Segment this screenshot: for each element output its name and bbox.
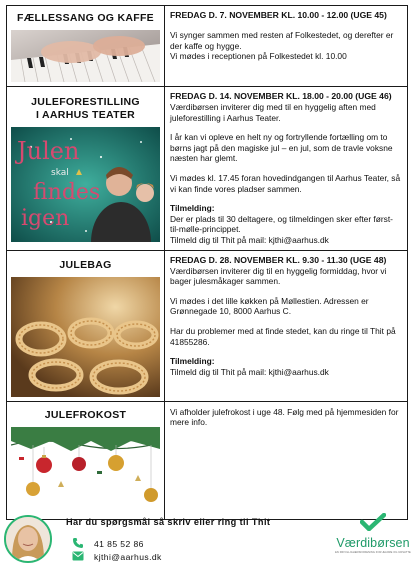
event-description (170, 102, 401, 246)
vaerdiborsen-logo (331, 513, 415, 554)
event-title (11, 96, 160, 122)
event-paragraph: Vi mødes i receptionen på Folkestedet kl. 10.00 (170, 51, 347, 62)
event-row-juleforestilling (7, 87, 408, 251)
theatre-poster-image (11, 127, 160, 242)
checkmark-icon (360, 513, 386, 531)
event-title: FÆLLESSANG OG KAFFE (17, 12, 154, 24)
event-date: FREDAG D. 7. NOVEMBER KL. 10.00 - 12.00 (UGE 45) (170, 10, 387, 20)
event-right-julebag (165, 250, 408, 401)
event-paragraph: Vi afholder julefrokost i uge 48. Følg med på hjemmesiden for mere info. (170, 406, 399, 428)
contact-email[interactable]: kjthi@aarhus.dk (94, 552, 162, 562)
event-paragraph: Der er plads til 30 deltagere, og tilmeldingen sker efter først-til-mølle-princippet. (170, 213, 393, 235)
event-paragraph: Værdibørsen inviterer dig med til en hyggelig aften med juleforestilling i Aarhus Teater. (170, 102, 376, 123)
footer (0, 505, 419, 566)
event-date: FREDAG D. 14. NOVEMBER KL. 18.00 - 20.00 (UGE 46) (170, 91, 392, 101)
event-title: JULEFROKOST (44, 408, 127, 421)
contact-phone[interactable]: 41 85 52 86 (94, 539, 144, 549)
event-paragraph: Vi mødes i det lille køkken på Møllestien. Adressen er Grønnegade 10, 8000 Aarhus C. (170, 295, 369, 317)
poster-word: findes (33, 180, 101, 205)
signup-label: Tilmelding: (170, 356, 215, 367)
logo-brand: Værdibørsen (336, 536, 410, 550)
event-paragraph: Tilmeld dig til Thit på mail: kjthi@aarhus.dk (170, 366, 329, 377)
piano-hands-image (11, 30, 160, 82)
avatar (4, 515, 52, 563)
contact-phone-row (72, 537, 144, 551)
contact-email-row (72, 551, 162, 563)
event-paragraph: Har du problemer med at finde stedet, kan du ringe til Thit på 41855286. (170, 325, 396, 347)
event-right-juleforestilling (165, 87, 408, 251)
event-row-julebag (7, 250, 408, 401)
event-right-faellessang (165, 6, 408, 87)
event-left-faellessang (7, 6, 165, 87)
event-right-julefrokost (165, 401, 408, 519)
poster-word: igen (21, 206, 70, 231)
event-paragraph: Værdibørsen inviterer dig til en hyggelig formiddag, hvor vi bager julesmåkager sammen. (170, 265, 387, 287)
event-row-julefrokost (7, 401, 408, 519)
contact-heading: Har du spørgsmål så skriv eller ring til Thit (66, 517, 271, 527)
event-row-faellessang (7, 6, 408, 87)
event-left-julefrokost (7, 401, 165, 519)
event-description (170, 30, 401, 62)
signup-label: Tilmelding: (170, 203, 215, 214)
event-left-juleforestilling (7, 87, 165, 251)
event-description (170, 266, 401, 378)
events-table (6, 5, 408, 520)
event-date: FREDAG D. 28. NOVEMBER KL. 9.30 - 11.30 (UGE 48) (170, 254, 387, 265)
event-description (170, 407, 401, 428)
email-icon (72, 551, 86, 563)
poster-word: skal (51, 168, 69, 178)
phone-icon (72, 537, 86, 551)
christmas-ornaments-image (11, 427, 160, 505)
event-left-julebag (7, 250, 165, 401)
cookies-image (11, 277, 160, 397)
event-paragraph: Vi mødes kl. 17.45 foran hovedindgangen til Aarhus Teater, så vi kan finde vores pladser sammen. (170, 172, 401, 194)
logo-tagline: EN FRIVILLIGHEDSFORENING FOR ÆLDRE OG UDSATTE (335, 551, 411, 554)
event-paragraph: Vi synger sammen med resten af Folkestedet, og derefter er der kaffe og hygge. (170, 30, 394, 51)
event-paragraph: Tilmeld dig til Thit på mail: kjthi@aarhus.dk (170, 234, 329, 245)
event-title: JULEBAG (59, 258, 112, 271)
event-title-line: JULEFORESTILLING (31, 96, 140, 108)
event-title-line: I AARHUS TEATER (36, 109, 135, 121)
poster-word: Julen (17, 137, 80, 165)
event-paragraph: I år kan vi opleve en helt ny og fortryllende fortælling om to børns jagt på den magiske jul – en jul, som de travle voksne næsten har glemt. (170, 132, 393, 164)
contact-photo (6, 517, 50, 561)
